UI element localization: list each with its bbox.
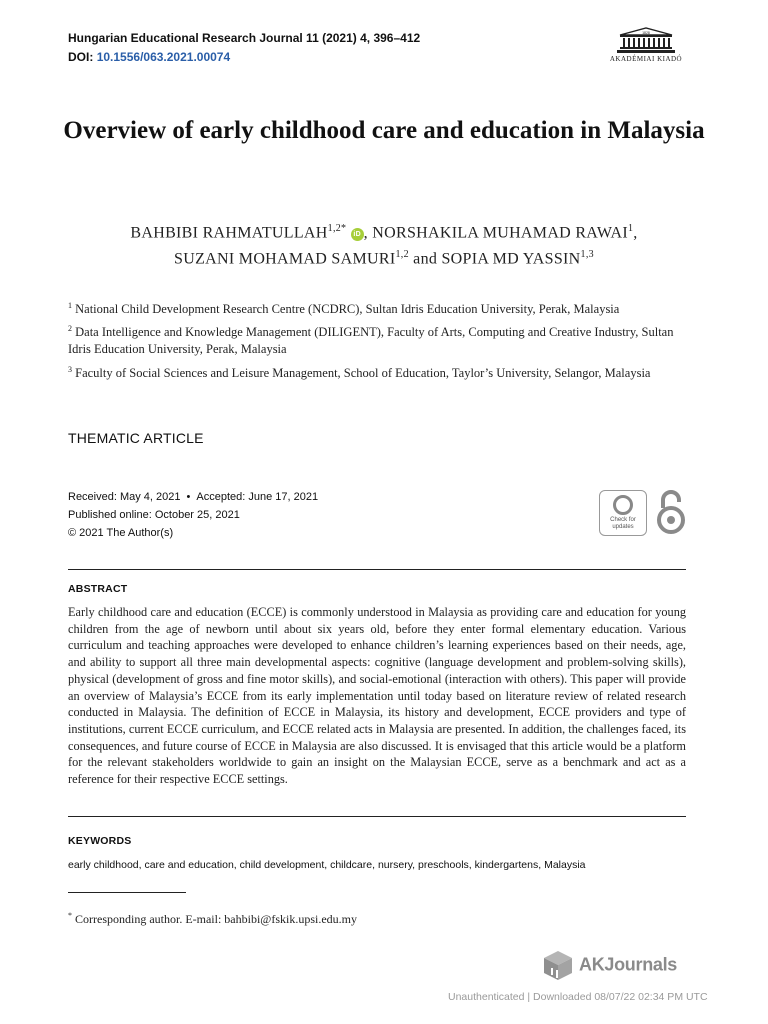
footnote-divider bbox=[68, 892, 186, 893]
open-access-icon bbox=[654, 488, 688, 536]
check-for-updates-badge[interactable] bbox=[599, 490, 647, 536]
publisher-year: 1828 bbox=[642, 31, 650, 35]
accepted-date: Accepted: June 17, 2021 bbox=[196, 491, 319, 503]
doi-label: DOI: bbox=[68, 50, 94, 64]
affiliation-number: 1 bbox=[68, 301, 72, 310]
journal-citation: Hungarian Educational Research Journal 11 (2021) 4, 396–412 bbox=[68, 31, 421, 45]
keywords-heading: KEYWORDS bbox=[68, 835, 132, 847]
author-name: SUZANI MOHAMAD SAMURI bbox=[174, 250, 396, 268]
check-updates-icon bbox=[613, 495, 633, 515]
affiliation bbox=[68, 297, 678, 318]
footnote-mark: * bbox=[68, 911, 72, 920]
affiliation-text: National Child Development Research Centre (NCDRC), Sultan Idris Education University, Perak, Malaysia bbox=[75, 302, 620, 317]
footnote-text: Corresponding author. E-mail: bahbibi@fskik.upsi.edu.my bbox=[72, 912, 358, 926]
abstract-heading: ABSTRACT bbox=[68, 583, 128, 595]
abstract-body: Early childhood care and education (ECCE) is commonly understood in Malaysia as providing care and education for young children from the age of newborn until about six years old, before they enter formal elementary education. Various curriculum and teaching approaches were developed to enhance children’s learning experiences based on their needs, age, and ability to support all three main developmental aspects: cognitive (language development and problem-solving skills), physical (development of gross and fine motor skills), and social-emotional (interaction with others). This paper will provide an overview of Malaysia’s ECCE from its early implementation until today based on literature review of related research conducted in Malaysia. The definition of ECCE in Malaysia, its history and development, ECCE providers and type of institutions, current ECCE curriculum, and ECCE related acts in Malaysia are presented. In addition, the challenges faced, its consequences, and future course of ECCE in Malaysia are also discussed. It is envisaged that this article would be a platform for the relevant stakeholders worldwide to gain an insight on the Malaysian ECCE, serve as a benchmark and act as a reference for their respective ECCE settings. bbox=[68, 605, 686, 787]
article-title: Overview of early childhood care and education in Malaysia bbox=[63, 117, 705, 144]
akjournals-wordmark: AKJournals bbox=[579, 954, 678, 975]
check-updates-label: Check for bbox=[610, 517, 636, 523]
orcid-icon[interactable]: iD bbox=[351, 228, 364, 241]
date-separator: • bbox=[186, 491, 191, 503]
corresponding-author-footnote bbox=[68, 911, 357, 927]
author-separator: , bbox=[363, 224, 373, 242]
akjournals-logo bbox=[541, 948, 677, 982]
author-separator: , bbox=[633, 224, 638, 242]
author-list bbox=[40, 218, 728, 271]
published-date: Published online: October 25, 2021 bbox=[68, 509, 240, 521]
affiliation bbox=[68, 361, 678, 382]
author-affiliation-mark: 1 bbox=[627, 223, 634, 234]
article-type: THEMATIC ARTICLE bbox=[68, 430, 204, 446]
author-affiliation-mark: 1,2* bbox=[327, 223, 347, 234]
author-name: BAHBIBI RAHMATULLAH bbox=[130, 224, 328, 242]
download-watermark: Unauthenticated | Downloaded 08/07/22 02:34 PM UTC bbox=[448, 991, 708, 1003]
section-divider bbox=[68, 816, 686, 817]
author-affiliation-mark: 1,2 bbox=[395, 249, 409, 261]
affiliation-text: Faculty of Social Sciences and Leisure Management, School of Education, Taylor’s University, Selangor, Malaysia bbox=[75, 366, 651, 381]
affiliation-number: 2 bbox=[68, 324, 72, 333]
copyright-notice: © 2021 The Author(s) bbox=[68, 527, 174, 539]
author-affiliation-mark: 1,3 bbox=[580, 249, 594, 261]
academy-building-icon bbox=[614, 26, 678, 54]
author-name: NORSHAKILA MUHAMAD RAWAI bbox=[372, 224, 628, 242]
affiliation-number: 3 bbox=[68, 365, 72, 374]
affiliation-text: Data Intelligence and Knowledge Management (DILIGENT), Faculty of Arts, Computing and Creative Industry, Sultan Idris Education University, Perak, Malaysia bbox=[68, 325, 674, 357]
check-updates-label: updates bbox=[612, 524, 634, 530]
publisher-name: AKADÉMIAI KIADÓ bbox=[609, 55, 683, 63]
author-name: SOPIA MD YASSIN bbox=[441, 250, 581, 268]
received-date: Received: May 4, 2021 bbox=[68, 491, 181, 503]
affiliation bbox=[68, 320, 678, 358]
doi-line bbox=[68, 50, 230, 64]
section-divider bbox=[68, 569, 686, 570]
publication-dates bbox=[68, 488, 318, 542]
publisher-logo bbox=[606, 26, 686, 63]
author-conjunction: and bbox=[408, 250, 442, 268]
akjournals-cube-icon bbox=[541, 948, 575, 982]
keywords-list: early childhood, care and education, child development, childcare, nursery, preschools, kindergartens, Malaysia bbox=[68, 859, 586, 871]
doi-link[interactable]: 10.1556/063.2021.00074 bbox=[96, 50, 231, 64]
